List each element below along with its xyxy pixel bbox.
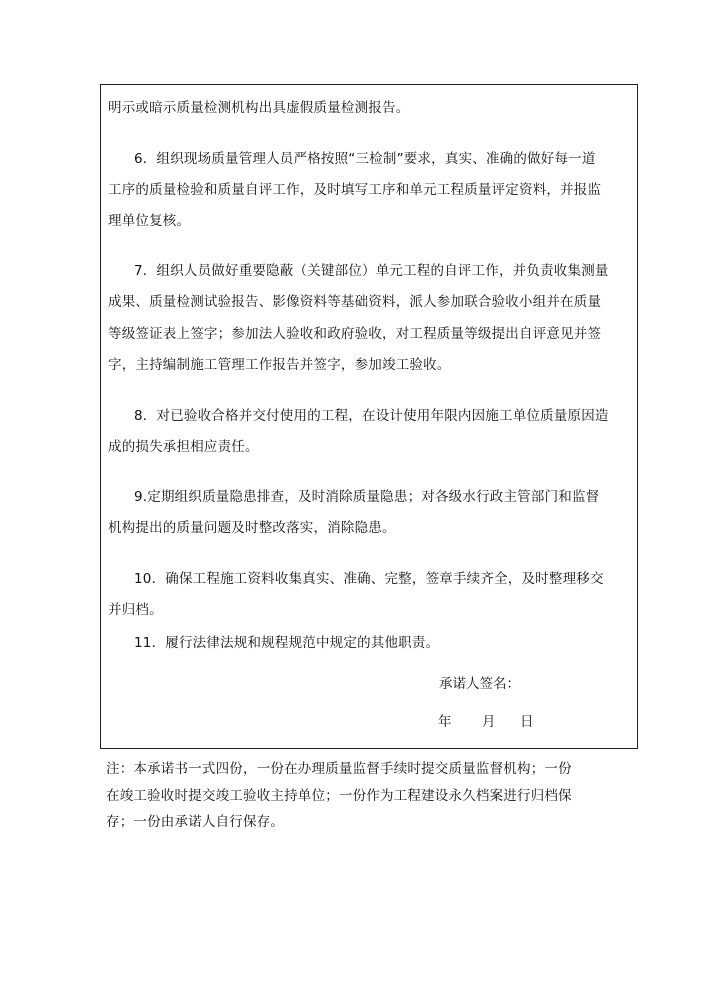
content-line: 11．履行法律法规和规程规范中规定的其他职责。 xyxy=(134,635,440,651)
content-line: 并归档。 xyxy=(108,602,163,618)
content-line: 字，主持编制施工管理工作报告并签字，参加竣工验收。 xyxy=(108,357,451,373)
note-line: 在竣工验收时提交竣工验收主持单位；一份作为工程建设永久档案进行归档保 xyxy=(106,788,572,804)
content-line: 等级签证表上签字；参加法人验收和政府验收，对工程质量等级提出自评意见并签 xyxy=(108,326,602,342)
content-line: 工序的质量检验和质量自评工作，及时填写工序和单元工程质量评定资料，并报监 xyxy=(108,182,602,198)
content-line: 9.定期组织质量隐患排查，及时消除质量隐患；对各级水行政主管部门和监督 xyxy=(134,489,600,505)
content-line: 成果、质量检测试验报告、影像资料等基础资料，派人参加联合验收小组并在质量 xyxy=(108,294,602,310)
signature-date-year: 年 xyxy=(438,714,452,730)
content-line: 8．对已验收合格并交付使用的工程，在设计使用年限内因施工单位质量原因造 xyxy=(134,408,609,424)
signature-label: 承诺人签名： xyxy=(439,676,520,692)
content-line: 6．组织现场质量管理人员严格按照“三检制”要求，真实、准确的做好每一道 xyxy=(134,151,596,167)
content-line: 理单位复核。 xyxy=(108,213,191,229)
content-line: 7．组织人员做好重要隐蔽（关键部位）单元工程的自评工作，并负责收集测量 xyxy=(134,263,609,279)
content-line: 机构提出的质量问题及时整改落实，消除隐患。 xyxy=(108,520,396,536)
content-line: 10．确保工程施工资料收集真实、准确、完整，签章手续齐全，及时整理移交 xyxy=(134,571,604,587)
signature-date-day: 日 xyxy=(520,714,534,730)
signature-date-month: 月 xyxy=(482,714,496,730)
content-line: 明示或暗示质量检测机构出具虚假质量检测报告。 xyxy=(108,100,410,116)
note-line: 存；一份由承诺人自行保存。 xyxy=(106,814,285,830)
content-line: 成的损失承担相应责任。 xyxy=(108,439,259,455)
note-line: 注：本承诺书一式四份，一份在办理质量监督手续时提交质量监督机构；一份 xyxy=(106,761,572,777)
